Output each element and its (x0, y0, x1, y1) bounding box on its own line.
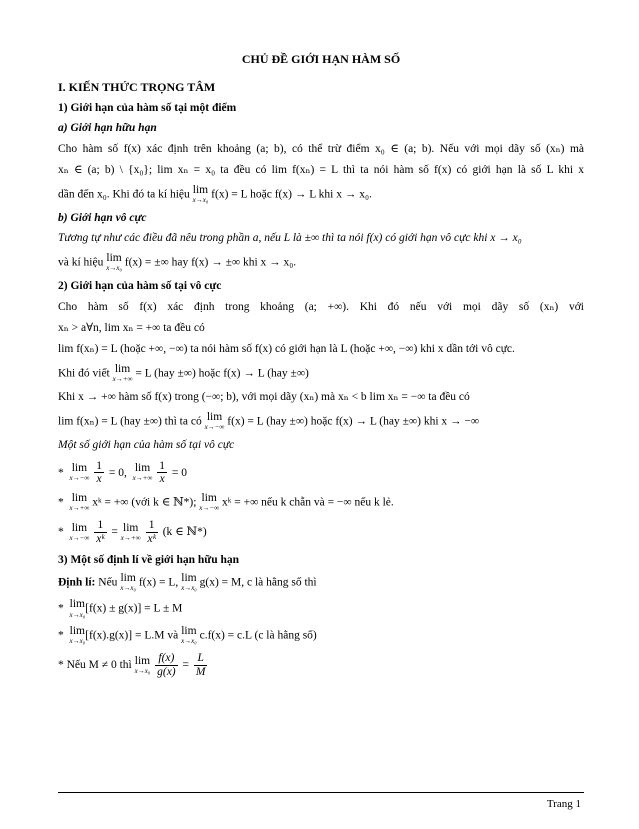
page-number: Trang 1 (546, 798, 581, 810)
bullet-limit-2: * lim x→+∞ xᵏ = +∞ (với k ∈ ℕ*); lim x→−∞ xᵏ = +∞ nếu k chẵn và = −∞ nếu k lẻ. (58, 491, 394, 513)
subsection-2: 2) Giới hạn của hàm số tại vô cực (58, 280, 222, 293)
limit-x-to-x0: lim x→x₀ (106, 251, 122, 273)
text: [f(x).g(x)] = L.M và (85, 629, 182, 642)
paragraph-2-line5: Khi x → +∞ hàm số f(x) trong (−∞; b), với mọi dãy (xₙ) mà xₙ < b lim xₙ = −∞ ta đều có (58, 391, 470, 404)
limit-x-to-pos-inf: lim x→+∞ (120, 521, 141, 543)
fraction-1-over-xk: $\frac{1}{\text{xᵏ}}$ (147, 519, 156, 545)
limit-x-to-neg-inf: lim x→−∞ (204, 410, 225, 432)
paragraph-2-line6 (58, 412, 584, 432)
paragraph-1a-line1: Cho hàm số f(x) xác định trên khoảng (a; b), có thể trừ điểm x₀ ∈ (a; b). Nếu với mọi dãy số (xₙ) mà (58, 142, 584, 155)
theorem-label: Định lí: (58, 576, 96, 589)
fraction-1-over-x: $\frac{1}{x}$ (96, 459, 102, 486)
subsection-1: 1) Giới hạn của hàm số tại một điểm (58, 102, 237, 114)
paragraph-2-line4 (58, 364, 584, 384)
paragraph-1b-line2 (58, 253, 584, 273)
text: = 0 (169, 466, 188, 479)
limit-x-to-x0: lim x→x₀ (134, 654, 151, 676)
fraction-1-over-x: $\frac{1}{x}$ (159, 459, 166, 486)
text: = L (hay ±∞) hoặc f(x) → L (hay ±∞) (135, 367, 309, 380)
limit-x-to-neg-inf: lim x→−∞ (69, 461, 90, 483)
text: f(x) = L hoặc f(x) → L khi x → x₀. (211, 187, 372, 200)
limit-x-to-x0: lim x→x₀ (69, 598, 86, 619)
paragraph-2-line1: Cho hàm số f(x) xác định trong khoảng (a; +∞). Khi đó nếu với mọi dãy số (xₙ) với (58, 300, 584, 313)
fraction-L-over-M: $\frac{L}{M}$ (195, 652, 206, 679)
limit-x-to-pos-inf: lim x→+∞ (132, 461, 153, 483)
text: xᵏ = +∞ nếu k chẵn và = −∞ nếu k lẻ. (219, 496, 394, 509)
subsection-1b: b) Giới hạn vô cực (58, 212, 147, 224)
paragraph-1a-line2: xₙ ∈ (a; b) \ {x₀}; lim xₙ = x₀ ta đều có lim f(xₙ) = L thì ta nói hàm số f(x) có giới hạn là số L khi x (58, 164, 584, 177)
theorem-line (58, 573, 584, 593)
page-title: CHỦ ĐỀ GIỚI HẠN HÀM SỐ (241, 52, 401, 66)
footer-divider (58, 792, 584, 793)
text: f(x) = L (hay ±∞) hoặc f(x) → L (hay ±∞) khi x → −∞ (227, 415, 480, 428)
limit-x-to-x0: lim x→x₀ (181, 571, 197, 593)
text: Khi đó viết (58, 367, 113, 380)
text: [f(x) ± g(x)] = L ± M (85, 602, 183, 615)
section-heading-1: I. KIẾN THỨC TRỌNG TÂM (58, 80, 216, 94)
page-content (58, 52, 584, 686)
paragraph-1b-line1: Tương tự như các điều đã nêu trong phần a, nếu L là ±∞ thì ta nói f(x) có giới hạn vô cực khi x → x₀ (58, 232, 522, 245)
limit-x-to-inf: lim x→+∞ (112, 362, 133, 384)
limit-x-to-x0: lim x→x₀ (181, 624, 197, 646)
paragraph-2-line2: xₙ > a∀n, lim xₙ = +∞ ta đều có (58, 322, 205, 334)
text: g(x) = M, c là hằng số thì (196, 576, 317, 589)
fraction-1-over-xk: $\frac{1}{\text{xᵏ}}$ (96, 519, 105, 545)
text: Nếu (95, 576, 121, 589)
text: = (108, 526, 121, 539)
subsection-3: 3) Một số định lí về giới hạn hữu hạn (58, 553, 240, 566)
limit-x-to-neg-inf: lim x→−∞ (199, 491, 220, 513)
text: (k ∈ ℕ*) (162, 526, 207, 539)
limit-x-to-x0: lim x→x₀ (69, 624, 86, 646)
paragraph-2-line7: Một số giới hạn của hàm số tại vô cực (58, 439, 235, 452)
theorem-item-1: * lim x→x₀ [f(x) ± g(x)] = L ± M (58, 598, 183, 619)
limit-x-to-pos-inf: lim x→+∞ (69, 491, 90, 513)
limit-x-to-x0: lim x→x₀ (192, 183, 209, 204)
text: dần đến x₀. Khi đó ta kí hiệu (58, 187, 193, 200)
text: * Nếu M ≠ 0 thì (58, 659, 135, 672)
text: f(x) = L, (135, 576, 182, 589)
paragraph-2-line3: lim f(xₙ) = L (hoặc +∞, −∞) ta nói hàm số f(x) có giới hạn là L (hoặc +∞, −∞) khi x dần tới vô cực. (58, 343, 515, 356)
limit-x-to-neg-inf: lim x→−∞ (69, 521, 90, 543)
text: f(x) = ±∞ hay f(x) → ±∞ khi x → x₀. (124, 256, 297, 269)
subsection-1a: a) Giới hạn hữu hạn (58, 122, 157, 135)
limit-x-to-x0: lim x→x₀ (120, 571, 136, 593)
theorem-item-2: * lim x→x₀ [f(x).g(x)] = L.M và lim x→x₀ c.f(x) = c.L (c là hằng số) (58, 624, 317, 646)
bullet-limit-1: * lim x→−∞ $\frac{1}{x}$ = 0, lim x→+∞ $\frac{1}{x}$ = 0 (58, 459, 188, 486)
theorem-item-3: * Nếu M ≠ 0 thì lim x→x₀ $\frac{f(x)}{g(x)}$ = $\frac{L}{M}$ (58, 652, 206, 679)
text: c.f(x) = c.L (c là hằng số) (196, 629, 317, 642)
fraction-f-over-g: $\frac{f(x)}{g(x)}$ (157, 652, 176, 679)
text: xᵏ = +∞ (với k ∈ ℕ*); (89, 496, 200, 509)
paragraph-1a-line3 (58, 185, 584, 205)
text: lim f(xₙ) = L (hay ±∞) thì ta có (58, 415, 205, 428)
bullet-limit-3: * lim x→−∞ $\frac{1}{\text{xᵏ}}$ = lim x→+∞ $\frac{1}{\text{xᵏ}}$ (k ∈ ℕ*) (58, 519, 207, 545)
text: và kí hiệu (58, 256, 107, 269)
